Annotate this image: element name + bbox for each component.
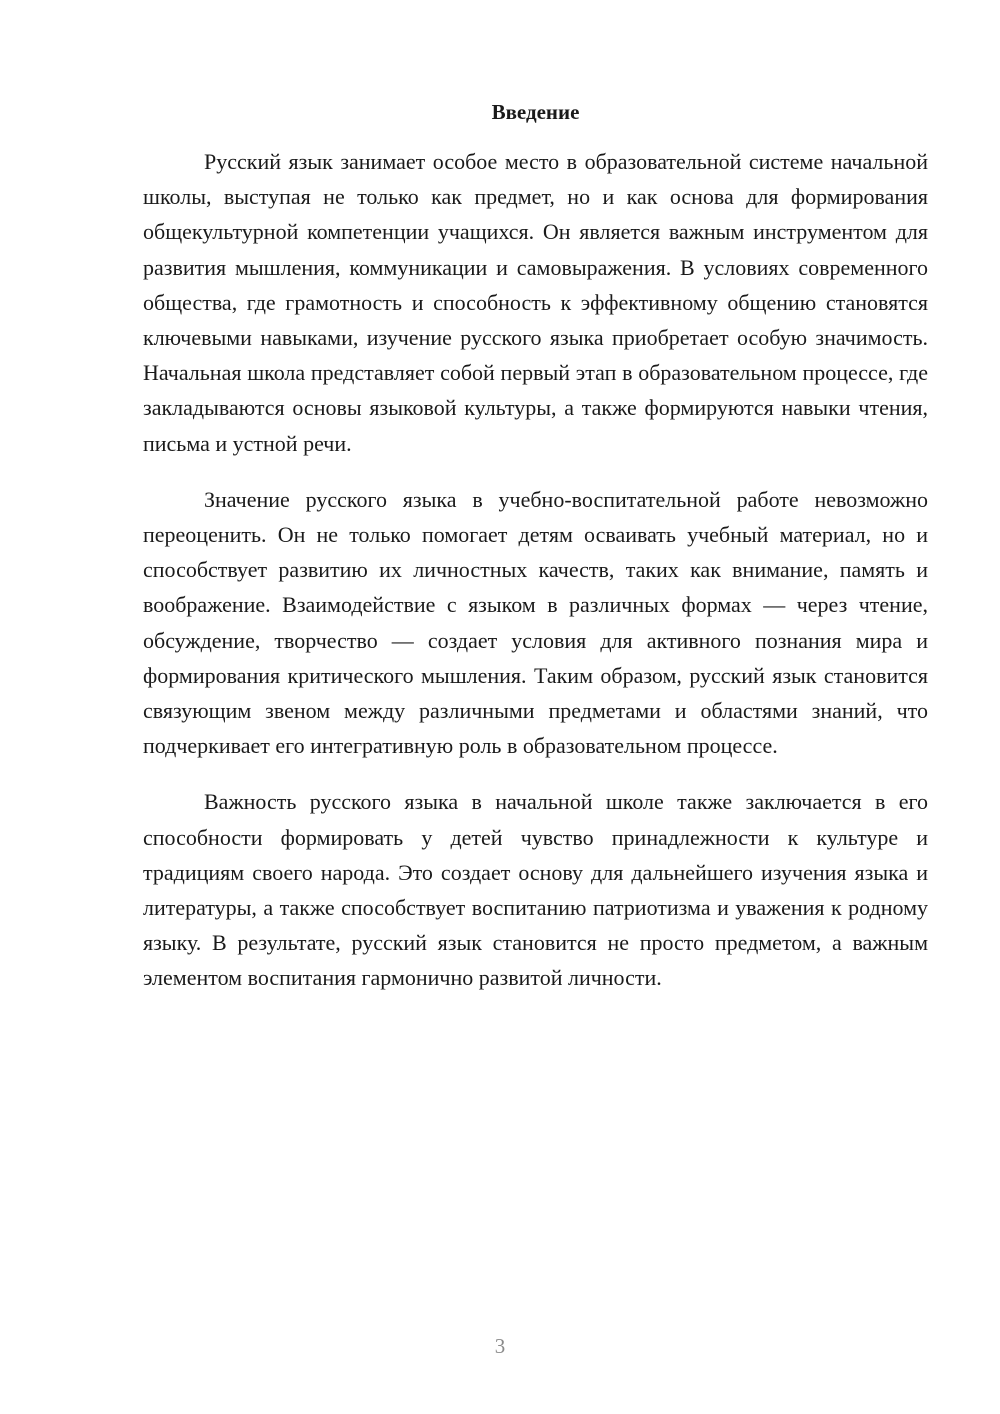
section-body [143,144,928,1017]
section-title: Введение [491,100,580,124]
paragraph-1: Русский язык занимает особое место в образовательной системе начальной школы, выступая не только как предмет, но и как основа для формирования общекультурной компетенции учащихся. Он является важным инструментом для развития мышления, коммуникации и самовыражения. В условиях современного общества, где грамотность и способность к эффективному общению становятся ключевыми навыками, изучение русского языка приобретает особую значимость. Начальная школа представляет собой первый этап в образовательном процессе, где закладываются основы языковой культуры, а также формируются навыки чтения, письма и устной речи. [143,149,928,456]
page-number: 3 [494,1334,506,1358]
paragraph-2: Значение русского языка в учебно-воспитательной работе невозможно переоценить. Он не только помогает детям осваивать учебный материал, но и способствует развитию их личностных качеств, таких как внимание, память и воображение. Взаимодействие с языком в различных формах — через чтение, обсуждение, творчество — создает условия для активного познания мира и формирования критического мышления. Таким образом, русский язык становится связующим звеном между различными предметами и областями знаний, что подчеркивает его интегративную роль в образовательном процессе. [143,486,928,759]
paragraph-3: Важность русского языка в начальной школе также заключается в его способности формировать у детей чувство принадлежности к культуре и традициям своего народа. Это создает основу для дальнейшего изучения языка и литературы, а также способствует воспитанию патриотизма и уважения к родному языку. В результате, русский язык становится не просто предметом, а важным элементом воспитания гармонично развитой личности. [143,789,928,991]
